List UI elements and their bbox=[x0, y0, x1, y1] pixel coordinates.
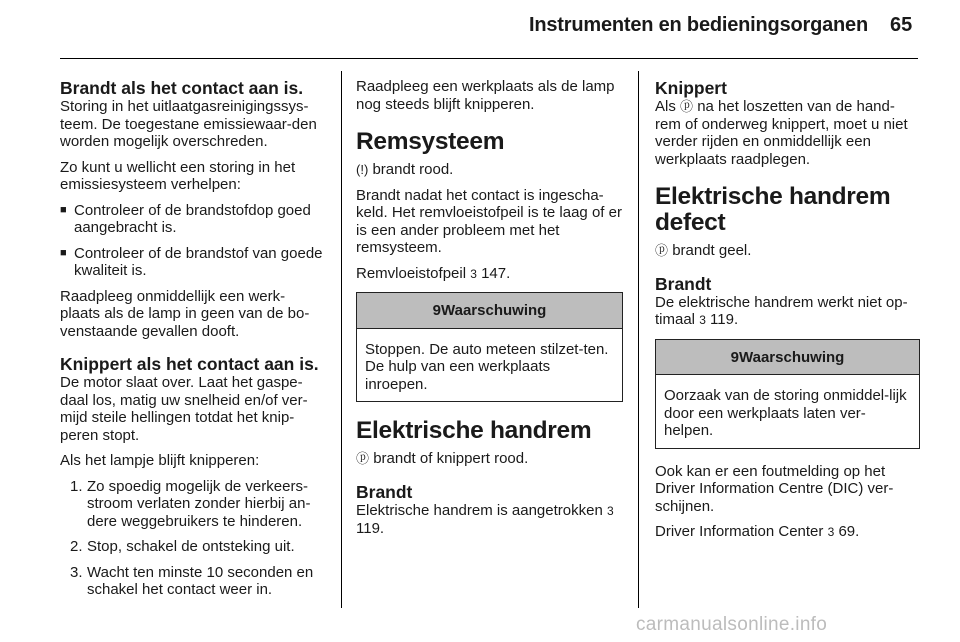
warning-triangle-icon: 9 bbox=[432, 302, 442, 319]
paragraph-text: na het loszetten van de hand-rem of onderweg knippert, moet u niet verder rijden en onmiddellijk een werkplaats raadplegen. bbox=[655, 98, 908, 168]
paragraph-text: Elektrische handrem is aangetrokken bbox=[356, 501, 603, 519]
reference-arrow-icon: 3 bbox=[606, 503, 614, 518]
reference-page: 119. bbox=[356, 520, 385, 537]
paragraph: Storing in het uitlaatgasreinigingssys-teem. De toegestane emissiewaar-den worden mogelijk overschreden. bbox=[60, 98, 317, 150]
column-2 bbox=[356, 78, 623, 538]
warning-header bbox=[357, 293, 622, 329]
paragraph: Als het lampje blijft knipperen: bbox=[60, 452, 260, 469]
reference-page: 69. bbox=[838, 523, 860, 540]
bullet-list bbox=[60, 202, 325, 280]
brake-warning-icon: (!) bbox=[356, 162, 369, 177]
list-item: ■ Controleer of de brandstofdop goed aangebracht is. bbox=[60, 202, 325, 237]
header-rule bbox=[60, 58, 918, 59]
heading-knippert: Knippert bbox=[655, 78, 727, 98]
paragraph bbox=[655, 294, 920, 330]
paragraph bbox=[356, 450, 623, 468]
paragraph-text: De elektrische handrem werkt niet op-timaal bbox=[655, 293, 908, 328]
heading-brandt: Brandt bbox=[655, 273, 712, 294]
list-text: Wacht ten minste 10 seconden en schakel het contact weer in. bbox=[87, 563, 314, 598]
paragraph bbox=[356, 161, 623, 179]
reference-text: Remvloeistofpeil bbox=[356, 264, 467, 282]
paragraph: De motor slaat over. Laat het gaspe-daal los, matig uw snelheid en/of ver-mijd steile hellingen totdat het knip-peren stopt. bbox=[60, 374, 308, 444]
reference-arrow-icon: 3 bbox=[699, 313, 706, 327]
paragraph bbox=[356, 502, 623, 538]
paragraph bbox=[655, 98, 920, 168]
paragraph-text: Als bbox=[655, 98, 676, 115]
list-text: Stop, schakel de ontsteking uit. bbox=[87, 538, 295, 555]
heading-elektrische-handrem: Elektrische handrem bbox=[356, 417, 592, 444]
heading-flashing-ignition: Knippert als het contact aan is. bbox=[60, 354, 319, 374]
list-number: 2. bbox=[70, 538, 83, 555]
list-item bbox=[60, 478, 325, 531]
reference-page: 147. bbox=[481, 264, 511, 282]
list-item: ■ Controleer of de brandstof van goede kwaliteit is. bbox=[60, 245, 325, 280]
paragraph: Zo kunt u wellicht een storing in het emissiesysteem verhelpen: bbox=[60, 158, 296, 193]
reference-arrow-icon: 3 bbox=[470, 266, 477, 281]
status-text: brandt of knippert rood. bbox=[373, 450, 529, 467]
watermark: carmanualsonline.info bbox=[636, 614, 828, 635]
warning-text: Stoppen. De auto meteen stilzet-ten. De hulp van een werkplaats inroepen. bbox=[365, 340, 609, 393]
warning-text: Oorzaak van de storing onmiddel-lijk door een werkplaats laten ver-helpen. bbox=[664, 387, 907, 439]
parking-brake-icon: ⓟ bbox=[655, 243, 669, 258]
column-divider-1 bbox=[341, 71, 342, 608]
paragraph bbox=[655, 523, 920, 542]
warning-box bbox=[356, 292, 623, 402]
list-number: 3. bbox=[70, 563, 83, 581]
paragraph bbox=[356, 265, 623, 284]
numbered-list bbox=[60, 478, 325, 599]
warning-box bbox=[655, 339, 920, 449]
list-text: Zo spoedig mogelijk de verkeers-stroom verlaten zonder hierbij an-dere weggebruikers te hinderen. bbox=[87, 477, 311, 530]
list-item bbox=[60, 564, 325, 599]
reference-page: 119. bbox=[710, 311, 739, 328]
paragraph: Raadpleeg een werkplaats als de lamp nog steeds blijft knipperen. bbox=[356, 78, 615, 113]
status-text: brandt rood. bbox=[372, 161, 454, 178]
list-item bbox=[60, 538, 325, 556]
page-number: 65 bbox=[890, 14, 913, 36]
heading-lit-ignition: Brandt als het contact aan is. bbox=[60, 78, 304, 98]
parking-brake-icon: ⓟ bbox=[356, 451, 370, 466]
reference-arrow-icon: 3 bbox=[827, 525, 835, 539]
warning-header bbox=[656, 340, 919, 376]
column-3 bbox=[655, 78, 920, 542]
parking-brake-icon: ⓟ bbox=[680, 99, 694, 114]
paragraph: Brandt nadat het contact is ingescha-keld. Het remvloeistofpeil is te laag of er is een ander probleem met het remsysteem. bbox=[356, 186, 622, 256]
heading-handrem-defect: Elektrische handrem defect bbox=[655, 183, 891, 236]
heading-remsysteem: Remsysteem bbox=[356, 128, 505, 155]
warning-title: Waarschuwing bbox=[441, 302, 547, 319]
column-1 bbox=[60, 78, 325, 599]
page-title: Instrumenten en bedieningsorganen bbox=[529, 14, 868, 36]
column-divider-2 bbox=[638, 71, 639, 608]
paragraph: Raadpleeg onmiddellijk een werk-plaats als de lamp in geen van de bo-venstaande gevallen dooft. bbox=[60, 287, 310, 340]
paragraph: Ook kan er een foutmelding op het Driver Information Centre (DIC) ver-schijnen. bbox=[655, 462, 894, 515]
warning-triangle-icon: 9 bbox=[730, 348, 740, 366]
warning-title: Waarschuwing bbox=[739, 348, 845, 366]
heading-brandt: Brandt bbox=[356, 481, 413, 502]
list-number: 1. bbox=[70, 477, 83, 495]
paragraph bbox=[655, 242, 920, 260]
reference-text: Driver Information Center bbox=[655, 523, 824, 540]
status-text: brandt geel. bbox=[672, 242, 752, 259]
